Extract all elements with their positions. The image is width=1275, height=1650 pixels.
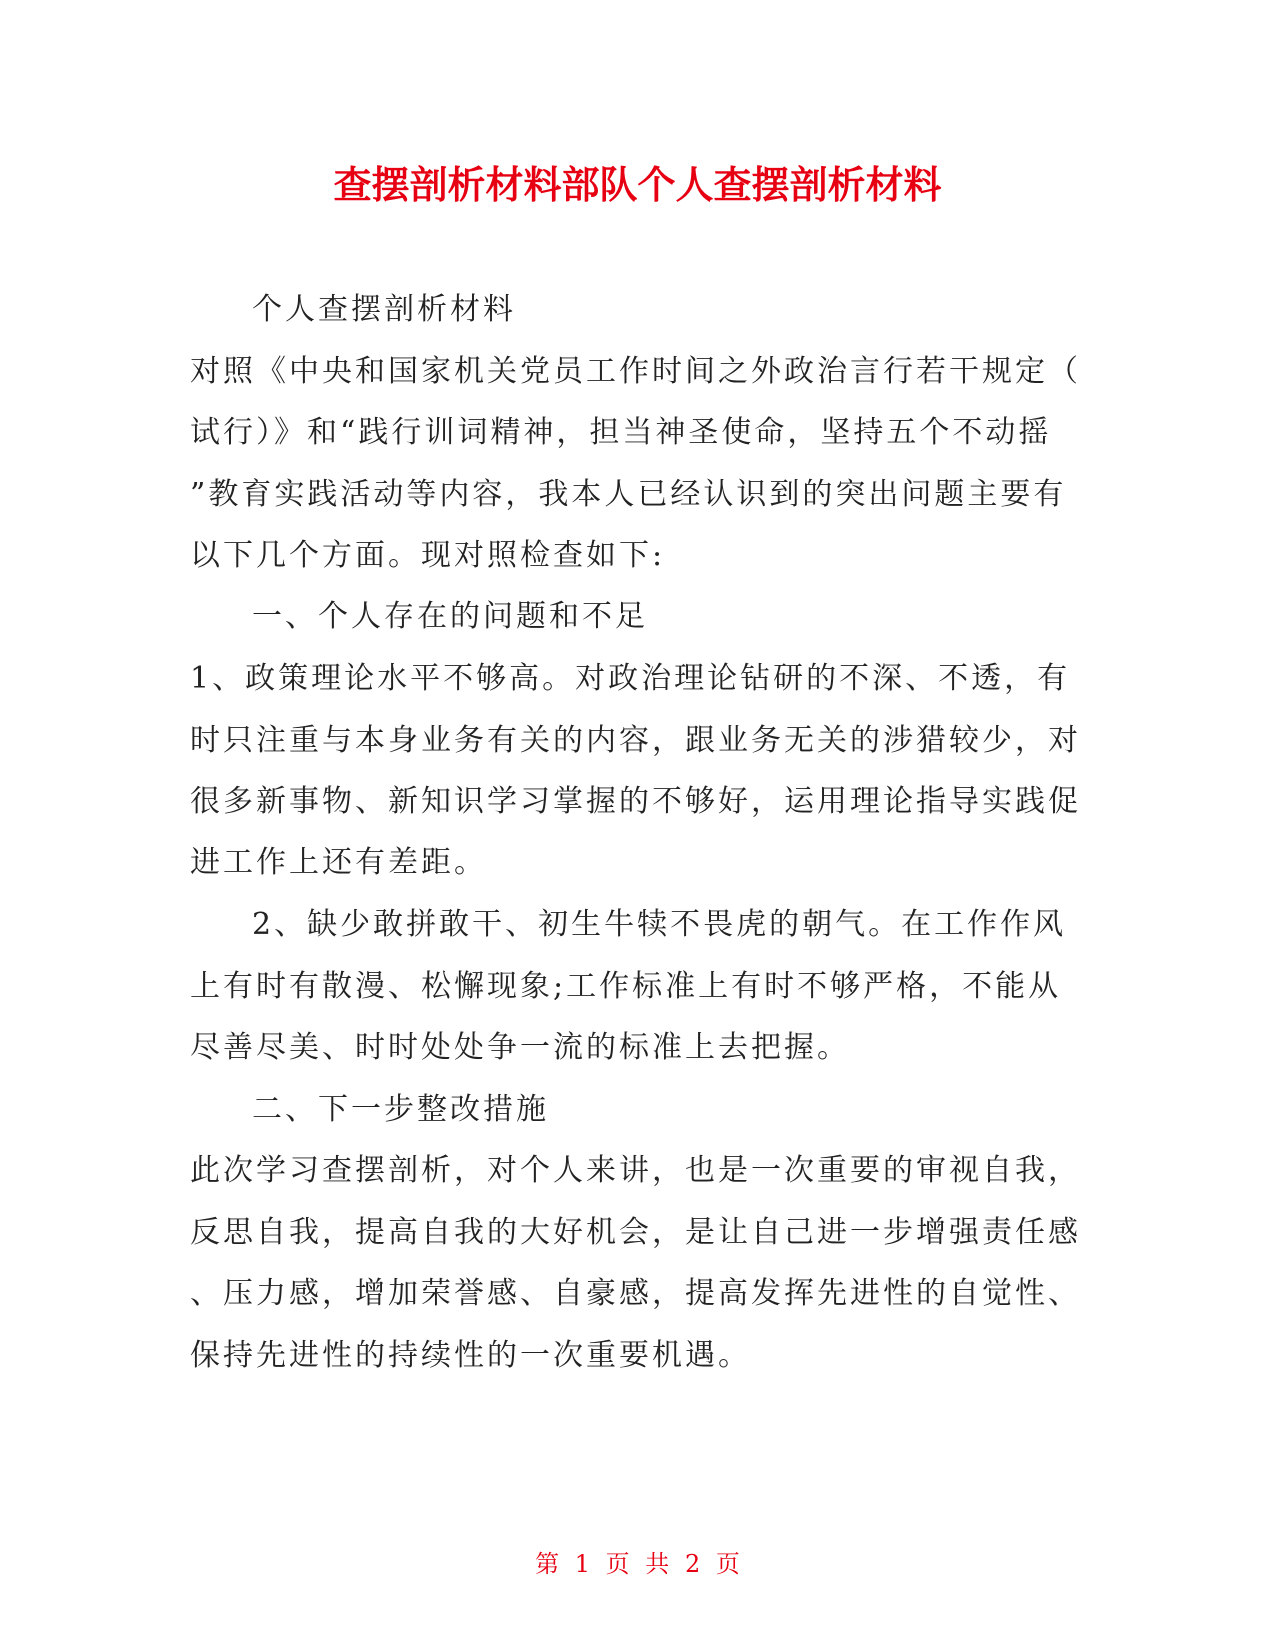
page-number-footer: 第 1 页 共 2 页 [535,1550,740,1578]
paragraph-line: 2、缺少敢拼敢干、初生牛犊不畏虎的朝气。在工作作风 [252,907,1067,942]
paragraph-line: 试行）》和“践行训词精神，担当神圣使命，坚持五个不动摇 [190,415,1052,450]
document-title: 查摆剖析材料部队个人查摆剖析材料 [333,163,942,207]
paragraph-line: 进工作上还有差距。 [190,845,487,880]
section-heading: 二、下一步整改措施 [252,1092,549,1127]
paragraph-line: 时只注重与本身业务有关的内容，跟业务无关的涉猎较少，对 [190,723,1081,758]
paragraph-line: 很多新事物、新知识学习掌握的不够好，运用理论指导实践促 [190,784,1081,819]
paragraph-line: 尽善尽美、时时处处争一流的标准上去把握。 [190,1030,850,1065]
paragraph-line: 以下几个方面。现对照检查如下: [190,538,666,573]
paragraph-line: 反思自我，提高自我的大好机会，是让自己进一步增强责任感 [190,1215,1081,1250]
paragraph-line: ”教育实践活动等内容，我本人已经认识到的突出问题主要有 [190,477,1067,512]
paragraph-line: 此次学习查摆剖析，对个人来讲，也是一次重要的审视自我， [190,1153,1081,1188]
paragraph-line: 上有时有散漫、松懈现象;工作标准上有时不够严格，不能从 [190,969,1062,1004]
paragraph-line: 1、政策理论水平不够高。对政治理论钻研的不深、不透，有 [190,661,1071,696]
paragraph-line: 个人查摆剖析材料 [252,292,516,327]
paragraph-line: 对照《中央和国家机关党员工作时间之外政治言行若干规定（ [190,354,1081,389]
paragraph-line: 、压力感，增加荣誉感、自豪感，提高发挥先进性的自觉性、 [190,1276,1081,1311]
section-heading: 一、个人存在的问题和不足 [252,599,648,634]
paragraph-line: 保持先进性的持续性的一次重要机遇。 [190,1338,751,1373]
